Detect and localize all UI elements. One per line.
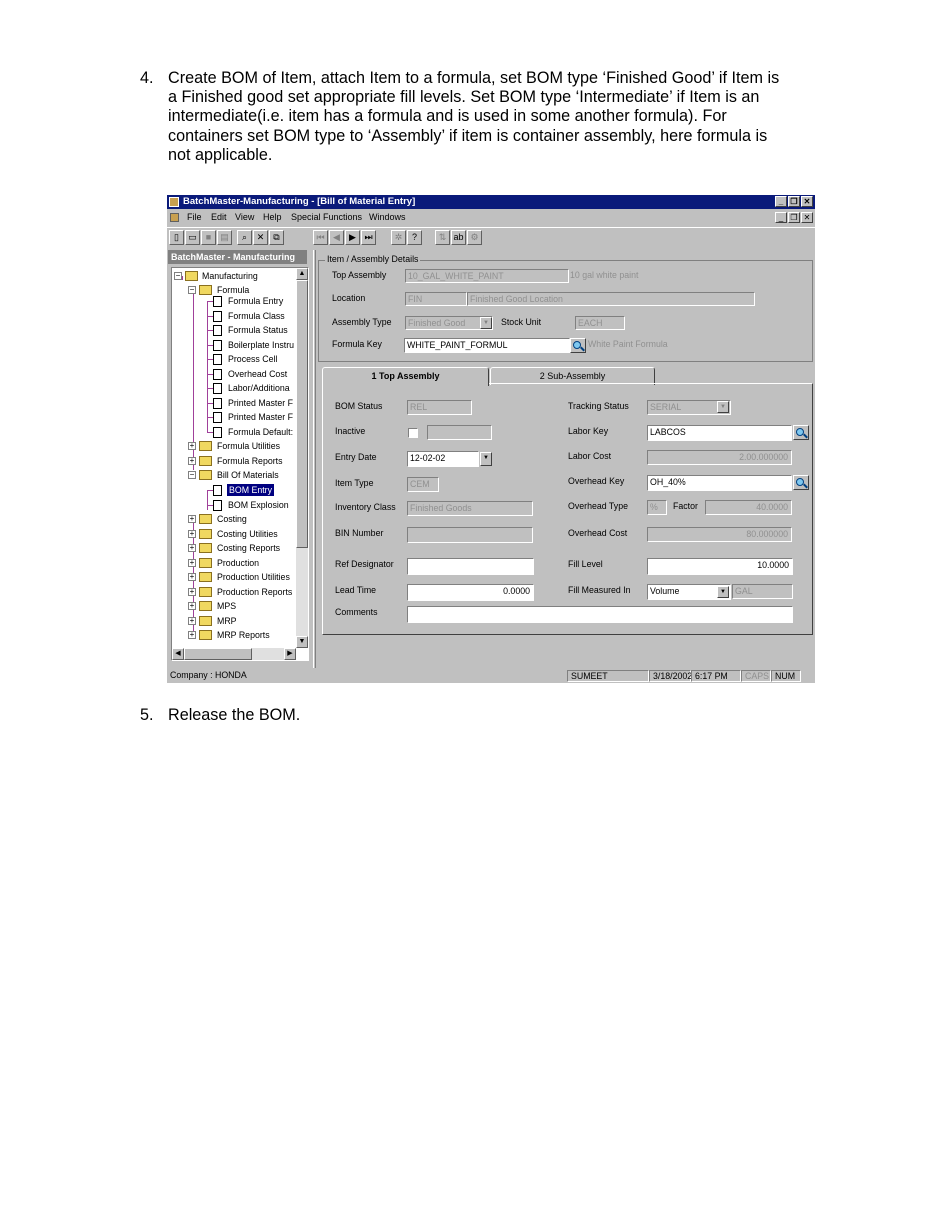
folder-icon [199,529,212,539]
inactive-label: Inactive [335,426,366,436]
document-icon [213,383,222,394]
menu-bar [167,210,815,225]
tree-node-costing-reports[interactable]: + Costing Reports [189,543,281,553]
prev-record-icon[interactable]: ◀ [329,230,344,245]
folder-icon [199,543,212,553]
tracking-status-label: Tracking Status [568,401,629,411]
document-icon [213,500,222,511]
navigation-tree [171,267,309,661]
ref-designator-label: Ref Designator [335,559,394,569]
document-icon [213,369,222,380]
report-icon[interactable]: ⚙ [467,230,482,245]
stock-unit-field[interactable]: EACH [575,316,625,330]
fill-measured-in-select[interactable]: Volume [647,584,731,600]
inactive-date-field[interactable] [427,425,492,440]
tree-node-costing[interactable]: + Costing [189,514,247,524]
folder-icon [199,630,212,640]
document-icon [213,325,222,336]
item-type-label: Item Type [335,478,374,488]
app-window [167,195,815,683]
labor-key-search-icon[interactable] [793,425,809,440]
overhead-key-label: Overhead Key [568,476,625,486]
tree-node-bill-of-materials[interactable]: − Bill Of Materials [189,470,279,480]
overhead-cost-field[interactable]: 80.000000 [647,527,792,542]
tree-vertical-scrollbar[interactable] [296,268,308,648]
close-icon[interactable]: ✕ [801,196,813,207]
inactive-checkbox[interactable] [408,428,418,438]
expand-icon[interactable]: + [189,587,195,596]
expand-icon[interactable]: + [189,558,195,567]
menu-edit[interactable]: Edit [211,212,227,222]
item-type-field[interactable]: CEM [407,477,439,492]
expand-icon[interactable]: + [189,514,195,523]
status-num: NUM [771,670,801,682]
folder-icon [199,456,212,466]
tree-leaf-overhead-cost[interactable]: Overhead Cost [213,368,297,381]
dropdown-arrow-icon[interactable]: ▼ [717,401,729,413]
tree-leaf-process-cell[interactable]: Process Cell [213,353,297,366]
collapse-icon[interactable]: − [189,470,195,479]
find-icon[interactable]: ⌕ [237,230,252,245]
expand-icon[interactable]: + [189,441,195,450]
labor-cost-field[interactable]: 2.00.000000 [647,450,792,465]
step-number: 5. [140,706,154,724]
bom-status-label: BOM Status [335,401,383,411]
tree-node-production[interactable]: + Production [189,558,260,568]
formula-key-search-icon[interactable] [570,338,586,353]
tree-leaf-printed-master-1[interactable]: Printed Master F [213,397,297,410]
factor-field[interactable]: 40.0000 [705,500,792,515]
tree-node-formula-reports[interactable]: + Formula Reports [189,456,283,466]
dropdown-arrow-icon[interactable]: ▼ [480,317,492,329]
scroll-up-icon[interactable]: ▲ [296,268,308,280]
assembly-type-label: Assembly Type [332,317,392,327]
tree-leaf-bom-explosion[interactable]: BOM Explosion [213,499,297,512]
location-field[interactable]: FIN [405,292,467,306]
tree-node-production-utilities[interactable]: + Production Utilities [189,572,290,582]
document-icon [213,427,222,438]
save-icon[interactable]: ■ [201,230,216,245]
location-description: Finished Good Location [467,292,755,306]
overhead-key-search-icon[interactable] [793,475,809,490]
date-dropdown-icon[interactable]: ▼ [480,452,492,466]
window-title: BatchMaster-Manufacturing - [Bill of Material Entry] [183,196,416,207]
print-icon[interactable]: ▤ [217,230,232,245]
folder-icon [199,558,212,568]
expand-icon[interactable]: + [189,601,195,610]
top-assembly-label: Top Assembly [332,270,387,280]
formula-key-description: White Paint Formula [588,339,668,349]
ref-designator-input[interactable] [407,558,534,575]
mdi-restore-icon[interactable]: ❐ [788,212,800,223]
menu-view[interactable]: View [235,212,255,222]
tree-leaf-bom-entry[interactable]: BOM Entry [213,484,297,497]
filter-icon[interactable]: ab [451,230,466,245]
tree-node-costing-utilities[interactable]: + Costing Utilities [189,529,278,539]
status-bar [167,669,815,683]
app-icon [169,197,179,207]
folder-icon [199,601,212,611]
scroll-down-icon[interactable]: ▼ [296,636,308,648]
labor-cost-label: Labor Cost [568,451,612,461]
minimize-icon[interactable]: _ [775,196,787,207]
last-record-icon[interactable]: ⏭ [361,230,376,245]
inventory-class-field[interactable]: Finished Goods [407,501,533,516]
copy-icon[interactable]: ⧉ [269,230,284,245]
document-icon [213,340,222,351]
scroll-thumb[interactable] [184,648,252,660]
fill-measured-in-label: Fill Measured In [568,585,631,595]
toolbar [167,227,815,248]
document-icon [213,485,222,496]
tab-sub-assembly[interactable]: 2 Sub-Assembly [490,367,655,385]
inventory-class-label: Inventory Class [335,502,396,512]
document-icon[interactable] [170,213,179,222]
tree-node-formula-utilities[interactable]: + Formula Utilities [189,441,281,451]
scroll-left-icon[interactable]: ◀ [172,648,184,660]
step-number: 4. [140,69,154,87]
step-line: containers set BOM type to ‘Assembly’ if item is container assembly, here formula is [168,126,768,145]
new-icon[interactable]: ▯ [169,230,184,245]
formula-key-input[interactable]: WHITE_PAINT_FORMUL [404,338,570,353]
collapse-icon[interactable]: − [189,285,195,294]
status-user: SUMEET [567,670,649,682]
step-line: a Finished good set appropriate fill levels. Set BOM type ‘Intermediate’ if Item is an [168,88,760,107]
fill-level-label: Fill Level [568,559,603,569]
next-record-icon[interactable]: ▶ [345,230,360,245]
step-line: intermediate(i.e. item has a formula and is used in some another formula). For [168,107,727,126]
navigator-title: BatchMaster - Manufacturing [168,250,307,264]
document-icon [213,311,222,322]
tree-leaf-formula-class[interactable]: Formula Class [213,310,297,323]
overhead-type-field[interactable]: % [647,500,667,515]
group-title: Item / Assembly Details [327,254,419,264]
status-date: 3/18/2002 [649,670,691,682]
status-time: 6:17 PM [691,670,741,682]
tree-leaf-boilerplate[interactable]: Boilerplate Instru [213,339,297,352]
folder-icon [199,587,212,597]
splitter[interactable] [313,250,316,668]
document-icon [213,354,222,365]
menu-file[interactable]: File [187,212,202,222]
comments-input[interactable] [407,606,793,623]
entry-date-label: Entry Date [335,452,377,462]
collapse-icon[interactable]: − [175,271,181,280]
tracking-status-select[interactable]: SERIAL [647,400,731,415]
folder-icon [199,514,212,524]
expand-icon[interactable]: + [189,572,195,581]
folder-open-icon [199,470,212,480]
dropdown-arrow-icon[interactable]: ▼ [717,586,729,598]
first-record-icon[interactable]: ⏮ [313,230,328,245]
bom-status-field[interactable]: REL [407,400,472,415]
expand-icon[interactable]: + [189,529,195,538]
tree-horizontal-scrollbar[interactable] [172,648,296,660]
menu-windows[interactable]: Windows [369,212,406,222]
document-icon [213,296,222,307]
stock-unit-label: Stock Unit [501,317,542,327]
tree-node-mrp-reports[interactable]: + MRP Reports [189,630,270,640]
comments-label: Comments [335,607,378,617]
status-company: Company : HONDA [170,670,247,680]
restore-icon[interactable]: ❐ [788,196,800,207]
tree-node-mps[interactable]: + MPS [189,601,237,611]
overhead-key-input[interactable]: OH_40% [647,475,792,491]
tree-leaf-formula-defaults[interactable]: Formula Default: [213,426,297,439]
open-icon[interactable]: ▭ [185,230,200,245]
folder-icon [199,616,212,626]
sort-icon[interactable]: ⇅ [435,230,450,245]
scroll-thumb[interactable] [296,280,308,548]
folder-open-icon [199,285,212,295]
step-text: Release the BOM. [168,706,301,724]
expand-icon[interactable]: + [189,616,195,625]
folder-icon [199,572,212,582]
labor-key-input[interactable]: LABCOS [647,425,792,441]
document-icon [213,398,222,409]
bin-number-field[interactable] [407,527,533,543]
expand-icon[interactable]: + [189,456,195,465]
factor-label: Factor [673,501,698,511]
tree-node-formula[interactable]: − Formula [189,285,250,295]
lead-time-input[interactable]: 0.0000 [407,584,534,601]
tree-node-manufacturing[interactable]: − Manufacturing [175,271,258,281]
assembly-type-select[interactable]: Finished Good [405,316,493,330]
lead-time-label: Lead Time [335,585,377,595]
delete-icon[interactable]: ✕ [253,230,268,245]
top-assembly-field[interactable]: 10_GAL_WHITE_PAINT [405,269,569,283]
top-assembly-description: 10 gal white paint [570,270,639,280]
menu-special-functions[interactable]: Special Functions [291,212,363,222]
fill-level-input[interactable]: 10.0000 [647,558,793,575]
labor-key-label: Labor Key [568,426,609,436]
status-caps: CAPS [741,670,771,682]
step-text [168,69,779,165]
mdi-minimize-icon[interactable]: _ [775,212,787,223]
help-icon[interactable]: ? [407,230,422,245]
tree-leaf-printed-master-2[interactable]: Printed Master F [213,411,297,424]
mdi-close-icon[interactable]: ✕ [801,212,813,223]
folder-icon [199,441,212,451]
fill-unit-field[interactable]: GAL [732,584,793,599]
step-line: not applicable. [168,145,273,164]
tree-node-mrp[interactable]: + MRP [189,616,237,626]
formula-key-label: Formula Key [332,339,382,349]
expand-icon[interactable]: + [189,543,195,552]
overhead-cost-label: Overhead Cost [568,528,628,538]
tree-node-production-reports[interactable]: + Production Reports [189,587,293,597]
tree-leaf-formula-status[interactable]: Formula Status [213,324,297,337]
settings-icon[interactable]: ✲ [391,230,406,245]
entry-date-input[interactable]: 12-02-02 [407,451,479,467]
expand-icon[interactable]: + [189,630,195,639]
scroll-right-icon[interactable]: ▶ [284,648,296,660]
tree-leaf-labor[interactable]: Labor/Additiona [213,382,297,395]
bin-number-label: BIN Number [335,528,384,538]
tree-leaf-formula-entry[interactable]: Formula Entry [213,295,297,308]
document-icon [213,412,222,423]
folder-open-icon [185,271,198,281]
location-label: Location [332,293,366,303]
tab-top-assembly[interactable]: 1 Top Assembly [322,367,489,386]
step-line: Create BOM of Item, attach Item to a formula, set BOM type ‘Finished Good’ if Item is [168,69,780,87]
overhead-type-label: Overhead Type [568,501,628,511]
title-bar [167,195,815,209]
menu-help[interactable]: Help [263,212,282,222]
